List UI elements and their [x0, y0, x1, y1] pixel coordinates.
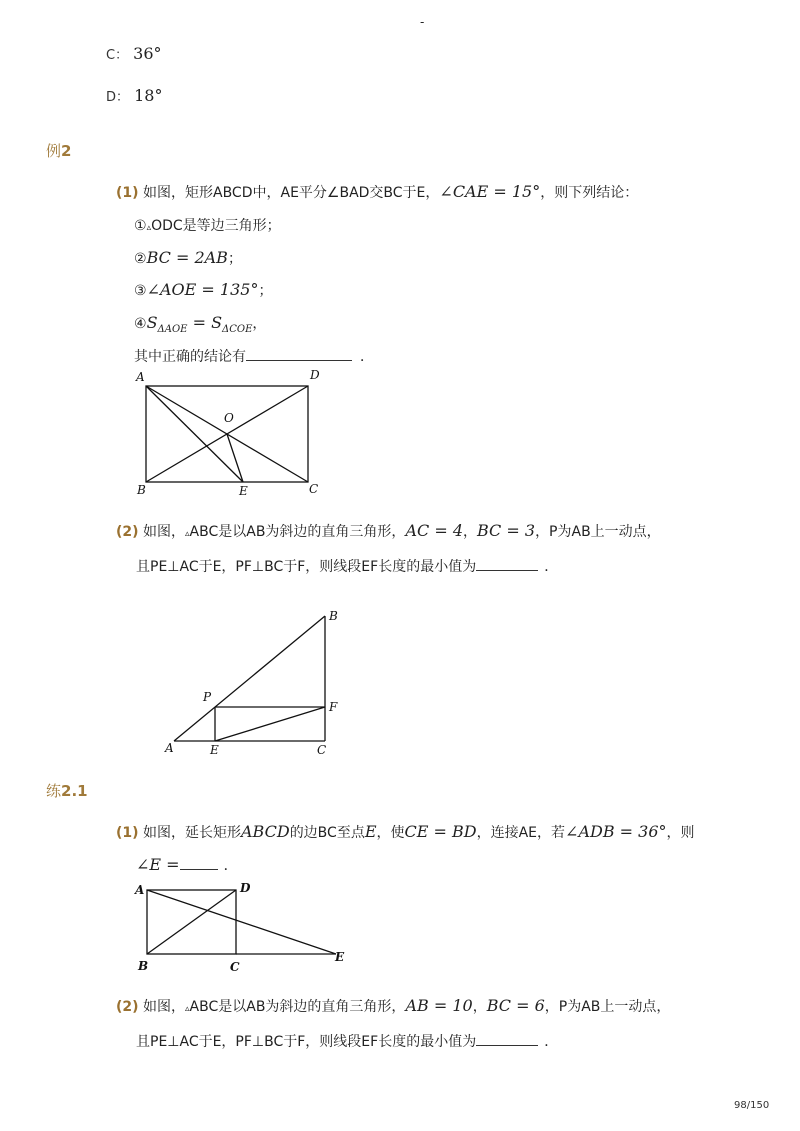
label-a: A [136, 370, 145, 384]
ex2-q1-item-4 [134, 313, 266, 340]
label-f: F [329, 700, 338, 714]
label-e: E [335, 950, 345, 964]
example2-prefix: 例 [46, 142, 62, 160]
answer-blank[interactable] [246, 346, 352, 361]
option-c-value: 36° [133, 44, 162, 63]
pr21-q1-line2 [136, 855, 238, 876]
practice21-number: 2.1 [61, 782, 88, 800]
item-4-prefix: ④ [134, 316, 147, 332]
header-mark: - [420, 15, 425, 29]
label-p: P [203, 690, 212, 704]
item-4-sub1: ΔAOE [157, 323, 188, 335]
ex2-q1-text-a: 如图，矩形ABCD中，AE平分∠BAD交BC于E， [143, 185, 440, 201]
pr21-q2-text-b: ABC是以AB为斜边的直角三角形， [189, 999, 406, 1015]
ex2-q2-text-c: ，P为AB上一动点， [535, 524, 661, 540]
item-2-suffix: ； [227, 251, 242, 267]
page-number: 98/150 [734, 1100, 770, 1111]
practice21-heading [46, 780, 88, 801]
ex2-q1-item-1 [134, 216, 281, 238]
option-c-label: C： [106, 48, 129, 63]
triangle-icon: ▵ [146, 223, 152, 233]
pr21-q1-m5: ∠E = [136, 855, 180, 874]
label-b: B [137, 483, 146, 497]
pr21-q2-line2-text: 且PE⊥AC于E，PF⊥BC于F，则线段EF长度的最小值为 [136, 1034, 477, 1050]
label-c: C [230, 960, 240, 974]
item-3-prefix: ③ [134, 283, 147, 299]
pr21-q1-end: ． [223, 858, 238, 874]
label-e: E [239, 484, 248, 498]
conclusion-end: ． [360, 349, 374, 365]
triangle-icon: ▵ [185, 529, 190, 539]
pr21-q1-line1 [116, 822, 695, 843]
option-d-label: D： [106, 90, 130, 105]
pr21-q1-number: (1) [116, 825, 139, 841]
label-b: B [138, 959, 149, 973]
ex2-q1-number: (1) [116, 185, 139, 201]
item-4-s1: S [146, 313, 158, 332]
ex2-q1-stem [116, 182, 638, 203]
hypotenuse-ab [174, 616, 325, 741]
pr21-q2-text-c: ，P为AB上一动点， [544, 999, 671, 1015]
diagonal-bd [147, 890, 236, 954]
item-4-suffix: ， [252, 316, 267, 332]
pr21-q1-m3: CE = BD [404, 822, 477, 841]
ex2-q2-math1: AC = 4 [405, 521, 463, 540]
pr21-q2-math2: BC = 6 [486, 996, 545, 1015]
segment-ae [146, 386, 243, 482]
label-a: A [135, 883, 145, 897]
pr21-q1-t1: 如图，延长矩形 [143, 825, 241, 841]
pr21-q2-sep: ， [472, 999, 487, 1015]
figure-right-triangle-1 [160, 604, 350, 760]
ex2-q2-sep: ， [463, 524, 477, 540]
practice21-prefix: 练 [46, 782, 62, 800]
ex2-q1-text-b: ，则下列结论： [540, 185, 639, 201]
pr21-q1-m1: ABCD [241, 822, 290, 841]
label-o: O [224, 411, 234, 425]
example2-heading [46, 140, 71, 161]
conclusion-text: 其中正确的结论有 [134, 349, 246, 365]
item-3-suffix: ； [258, 283, 273, 299]
label-e: E [210, 743, 219, 757]
answer-blank[interactable] [476, 1031, 538, 1046]
label-b: B [329, 609, 338, 623]
example2-number: 2 [61, 142, 72, 160]
pr21-q2-line2 [136, 1031, 558, 1052]
answer-blank[interactable] [476, 556, 538, 571]
ex2-q2-line2-text: 且PE⊥AC于E，PF⊥BC于F，则线段EF长度的最小值为 [136, 559, 477, 575]
triangle-icon: ▵ [185, 1004, 190, 1014]
label-c: C [317, 743, 327, 757]
pr21-q1-t2: 的边BC至点 [289, 825, 365, 841]
ex2-q2-text-a: 如图， [143, 524, 185, 540]
ex2-q2-end: ． [544, 559, 559, 575]
pr21-q1-m2: E [364, 822, 377, 841]
item-3-math: ∠AOE = 135° [146, 280, 259, 299]
ex2-q2-line1 [116, 521, 661, 544]
option-d-value: 18° [134, 86, 163, 105]
ex2-q2-text-b: ABC是以AB为斜边的直角三角形， [189, 524, 406, 540]
pr21-q2-end: ． [544, 1034, 559, 1050]
label-a: A [165, 741, 174, 755]
item-2-prefix: ② [134, 251, 147, 267]
item-4-sub2: ΔCOE [222, 323, 253, 335]
pr21-q2-number: (2) [116, 999, 139, 1015]
pr21-q2-math1: AB = 10 [405, 996, 473, 1015]
pr21-q2-line1 [116, 996, 670, 1019]
segment-ef [215, 707, 325, 741]
item-1-prefix: ① [134, 218, 147, 234]
ex2-q1-math: ∠CAE = 15° [439, 182, 541, 201]
figure-rectangle-abcd [130, 364, 340, 500]
figure-rectangle-extended [128, 874, 350, 974]
ex2-q2-line2 [136, 556, 558, 577]
option-d [106, 86, 162, 105]
segment-ae [147, 890, 336, 954]
item-1-text: ODC是等边三角形； [151, 218, 281, 234]
pr21-q1-t4: ，连接AE，若 [476, 825, 566, 841]
pr21-q1-t3: ，使 [376, 825, 405, 841]
ex2-q2-math2: BC = 3 [477, 521, 536, 540]
ex2-q1-item-2 [134, 248, 242, 269]
pr21-q1-m4: ∠ADB = 36° [565, 822, 667, 841]
item-2-math: BC = 2AB [146, 248, 228, 267]
label-c: C [309, 482, 319, 496]
label-d: D [310, 368, 320, 382]
option-c [106, 44, 162, 63]
pr21-q2-text-a: 如图， [143, 999, 185, 1015]
answer-blank[interactable] [180, 855, 218, 870]
label-d: D [240, 881, 251, 895]
item-4-eq: = [187, 313, 212, 332]
ex2-q2-number: (2) [116, 524, 139, 540]
ex2-q1-item-3 [134, 280, 272, 301]
item-4-s2: S [211, 313, 223, 332]
pr21-q1-t5: ，则 [666, 825, 695, 841]
